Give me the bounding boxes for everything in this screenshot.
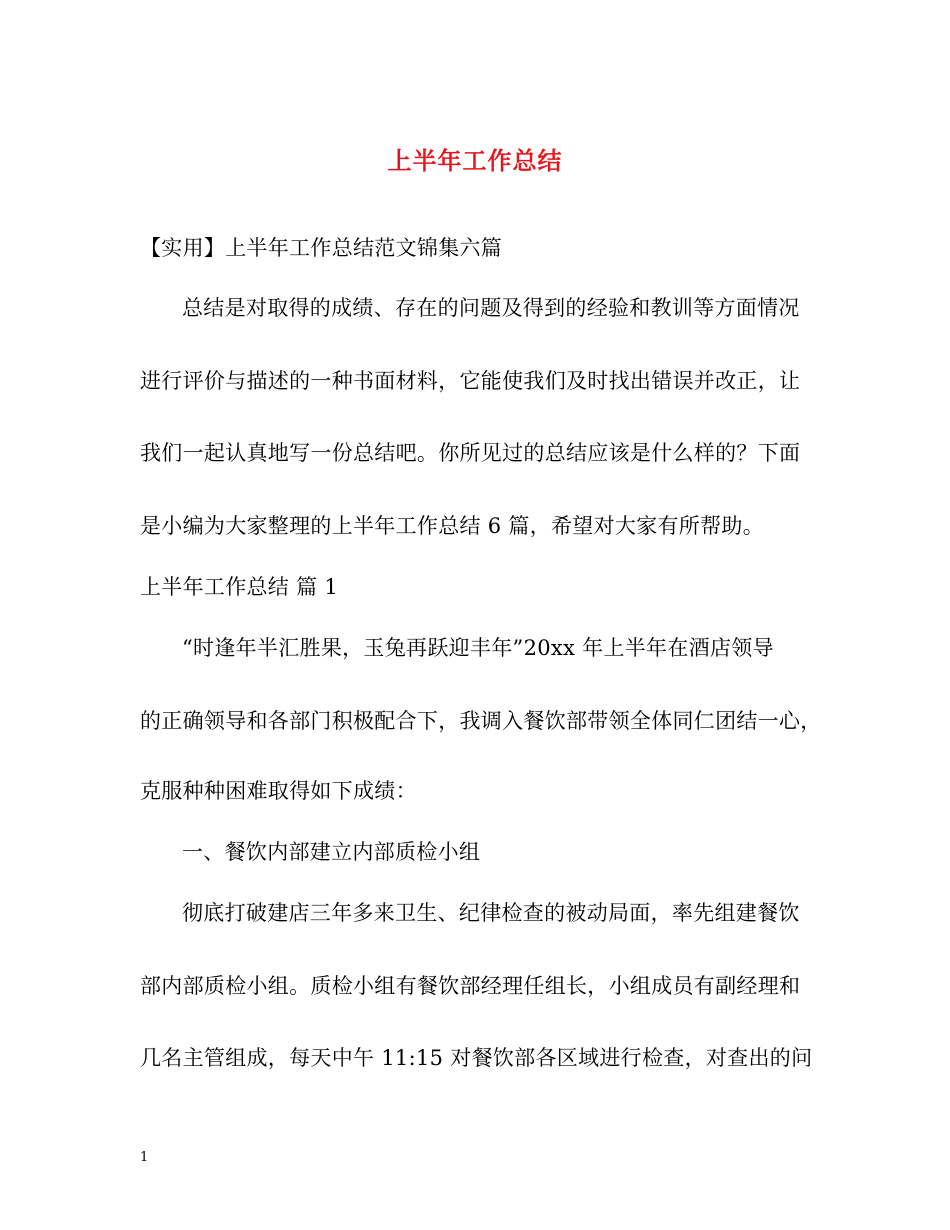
document-subtitle: 【实用】上半年工作总结范文锦集六篇 <box>140 236 503 260</box>
sub-line-3: 几名主管组成，每天中午 11:15 对餐饮部各区域进行检查，对查出的问 <box>140 1046 813 1070</box>
intro-line-1: 总结是对取得的成绩、存在的问题及得到的经验和教训等方面情况 <box>182 296 800 320</box>
section-line-2: 的正确领导和各部门积极配合下，我调入餐饮部带领全体同仁团结一心， <box>140 709 822 733</box>
section-line-1: “时逢年半汇胜果，玉兔再跃迎丰年”20xx 年上半年在酒店领导 <box>182 636 774 660</box>
intro-line-3: 我们一起认真地写一份总结吧。你所见过的总结应该是什么样的？下面 <box>140 441 801 465</box>
sub-line-2: 部内部质检小组。质检小组有餐饮部经理任组长，小组成员有副经理和 <box>140 974 801 998</box>
sub-line-1: 彻底打破建店三年多来卫生、纪律检查的被动局面，率先组建餐饮 <box>182 901 800 925</box>
section-line-3: 克服种种困难取得如下成绩： <box>140 779 417 803</box>
subheading: 一、餐饮内部建立内部质检小组 <box>182 840 481 864</box>
intro-line-4: 是小编为大家整理的上半年工作总结 6 篇，希望对大家有所帮助。 <box>140 514 765 538</box>
page-number: 1 <box>140 1150 149 1165</box>
intro-line-2: 进行评价与描述的一种书面材料，它能使我们及时找出错误并改正，让 <box>140 369 801 393</box>
section-heading: 上半年工作总结 篇 1 <box>140 575 339 599</box>
document-title: 上半年工作总结 <box>387 147 563 175</box>
